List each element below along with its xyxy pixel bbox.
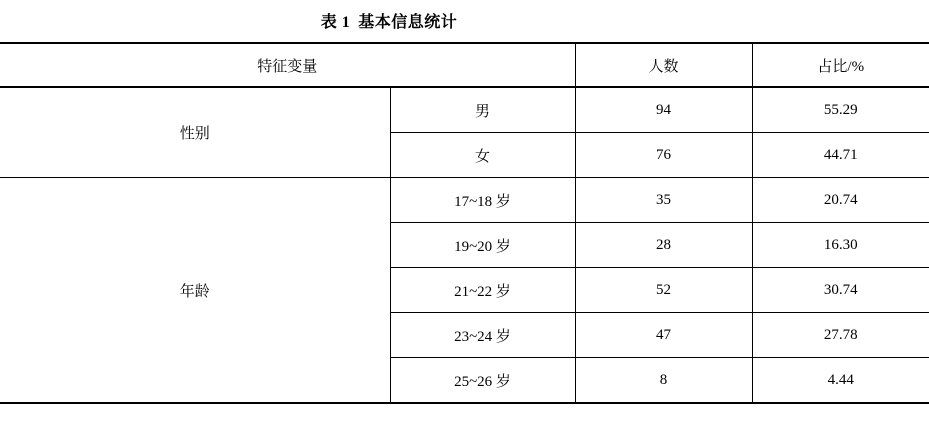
row-percent: 16.30 <box>752 223 929 268</box>
row-percent: 55.29 <box>752 87 929 133</box>
row-percent: 20.74 <box>752 178 929 223</box>
row-count: 47 <box>575 313 752 358</box>
row-percent: 44.71 <box>752 133 929 178</box>
table-row <box>0 178 929 223</box>
table-caption-title: 基本信息统计 <box>358 14 458 31</box>
header-feature: 特征变量 <box>0 43 575 87</box>
row-label: 19~20 岁 <box>390 223 575 268</box>
row-percent: 27.78 <box>752 313 929 358</box>
row-count: 28 <box>575 223 752 268</box>
table-caption-number: 表 1 <box>320 14 351 31</box>
row-label: 女 <box>390 133 575 178</box>
table-row <box>0 87 929 133</box>
row-percent: 30.74 <box>752 268 929 313</box>
row-percent: 4.44 <box>752 358 929 404</box>
header-count: 人数 <box>575 43 752 87</box>
row-count: 8 <box>575 358 752 404</box>
row-count: 76 <box>575 133 752 178</box>
group-label-age: 年龄 <box>0 178 390 404</box>
table-header-row <box>0 43 929 87</box>
row-count: 35 <box>575 178 752 223</box>
basic-info-table <box>0 42 929 404</box>
header-percent: 占比/% <box>752 43 929 87</box>
row-label: 21~22 岁 <box>390 268 575 313</box>
row-label: 17~18 岁 <box>390 178 575 223</box>
group-label-gender: 性别 <box>0 87 390 178</box>
row-label: 男 <box>390 87 575 133</box>
row-label: 23~24 岁 <box>390 313 575 358</box>
table-caption <box>0 0 778 42</box>
row-count: 52 <box>575 268 752 313</box>
row-count: 94 <box>575 87 752 133</box>
row-label: 25~26 岁 <box>390 358 575 404</box>
